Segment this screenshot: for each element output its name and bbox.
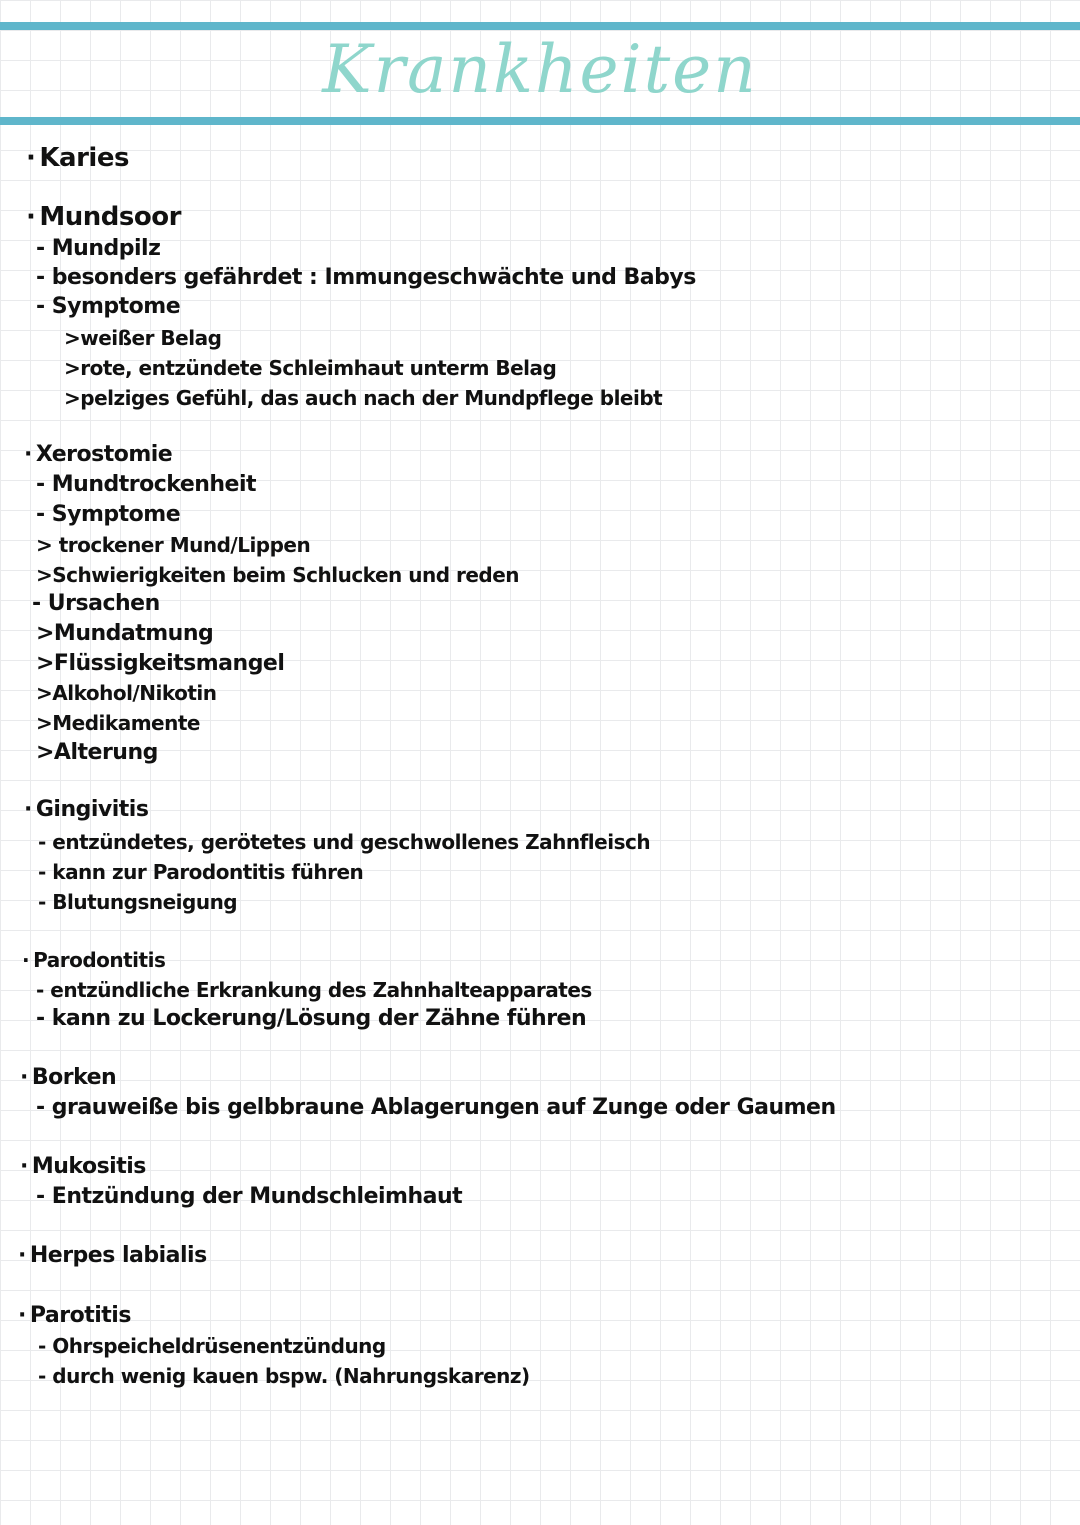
gingivitis-item-2: - kann zur Parodontitis führen: [38, 860, 364, 884]
parotitis-item-1: - Ohrspeicheldrüsenentzündung: [38, 1334, 386, 1358]
mundsoor-item-3: - Symptome: [36, 294, 181, 319]
borken-item-1: - grauweiße bis gelbbraune Ablagerungen auf Zunge oder Gaumen: [36, 1095, 836, 1120]
bottom-accent-band: [0, 117, 1080, 125]
heading-karies: · Karies: [26, 143, 129, 173]
xerostomie-item-3: > trockener Mund/Lippen: [36, 533, 311, 557]
mundsoor-item-2: - besonders gefährdet : Immungeschwächte und Babys: [36, 265, 696, 290]
heading-xerostomie: · Xerostomie: [24, 440, 172, 470]
heading-mundsoor: · Mundsoor: [26, 202, 181, 232]
mundsoor-item-4: >weißer Belag: [64, 326, 222, 350]
xerostomie-item-4: >Schwierigkeiten beim Schlucken und reden: [36, 563, 520, 587]
heading-herpes-labialis: · Herpes labialis: [18, 1241, 207, 1271]
heading-parotitis: · Parotitis: [18, 1301, 131, 1331]
mundsoor-item-6: >pelziges Gefühl, das auch nach der Mundpflege bleibt: [64, 386, 663, 410]
heading-borken: · Borken: [20, 1063, 116, 1093]
parotitis-item-2: - durch wenig kauen bspw. (Nahrungskarenz): [38, 1364, 530, 1388]
xerostomie-item-6: >Mundatmung: [36, 621, 214, 646]
xerostomie-item-9: >Medikamente: [36, 711, 200, 735]
page-title: Krankheiten: [322, 31, 758, 108]
parodontitis-item-2: - kann zu Lockerung/Lösung der Zähne führen: [36, 1006, 587, 1031]
xerostomie-item-10: >Alterung: [36, 740, 158, 765]
gingivitis-item-1: - entzündetes, gerötetes und geschwollenes Zahnfleisch: [38, 830, 651, 854]
heading-gingivitis: · Gingivitis: [24, 795, 148, 825]
mukositis-item-1: - Entzündung der Mundschleimhaut: [36, 1184, 463, 1209]
mundsoor-item-5: >rote, entzündete Schleimhaut unterm Belag: [64, 356, 557, 380]
parodontitis-item-1: - entzündliche Erkrankung des Zahnhalteapparates: [36, 978, 592, 1002]
heading-parodontitis: · Parodontitis: [22, 945, 165, 975]
xerostomie-item-1: - Mundtrockenheit: [36, 472, 257, 497]
mundsoor-item-1: - Mundpilz: [36, 236, 161, 261]
heading-mukositis: · Mukositis: [20, 1152, 146, 1182]
xerostomie-item-5: - Ursachen: [32, 591, 160, 616]
xerostomie-item-8: >Alkohol/Nikotin: [36, 681, 217, 705]
xerostomie-item-2: - Symptome: [36, 502, 181, 527]
xerostomie-item-7: >Flüssigkeitsmangel: [36, 651, 285, 676]
gingivitis-item-3: - Blutungsneigung: [38, 890, 238, 914]
